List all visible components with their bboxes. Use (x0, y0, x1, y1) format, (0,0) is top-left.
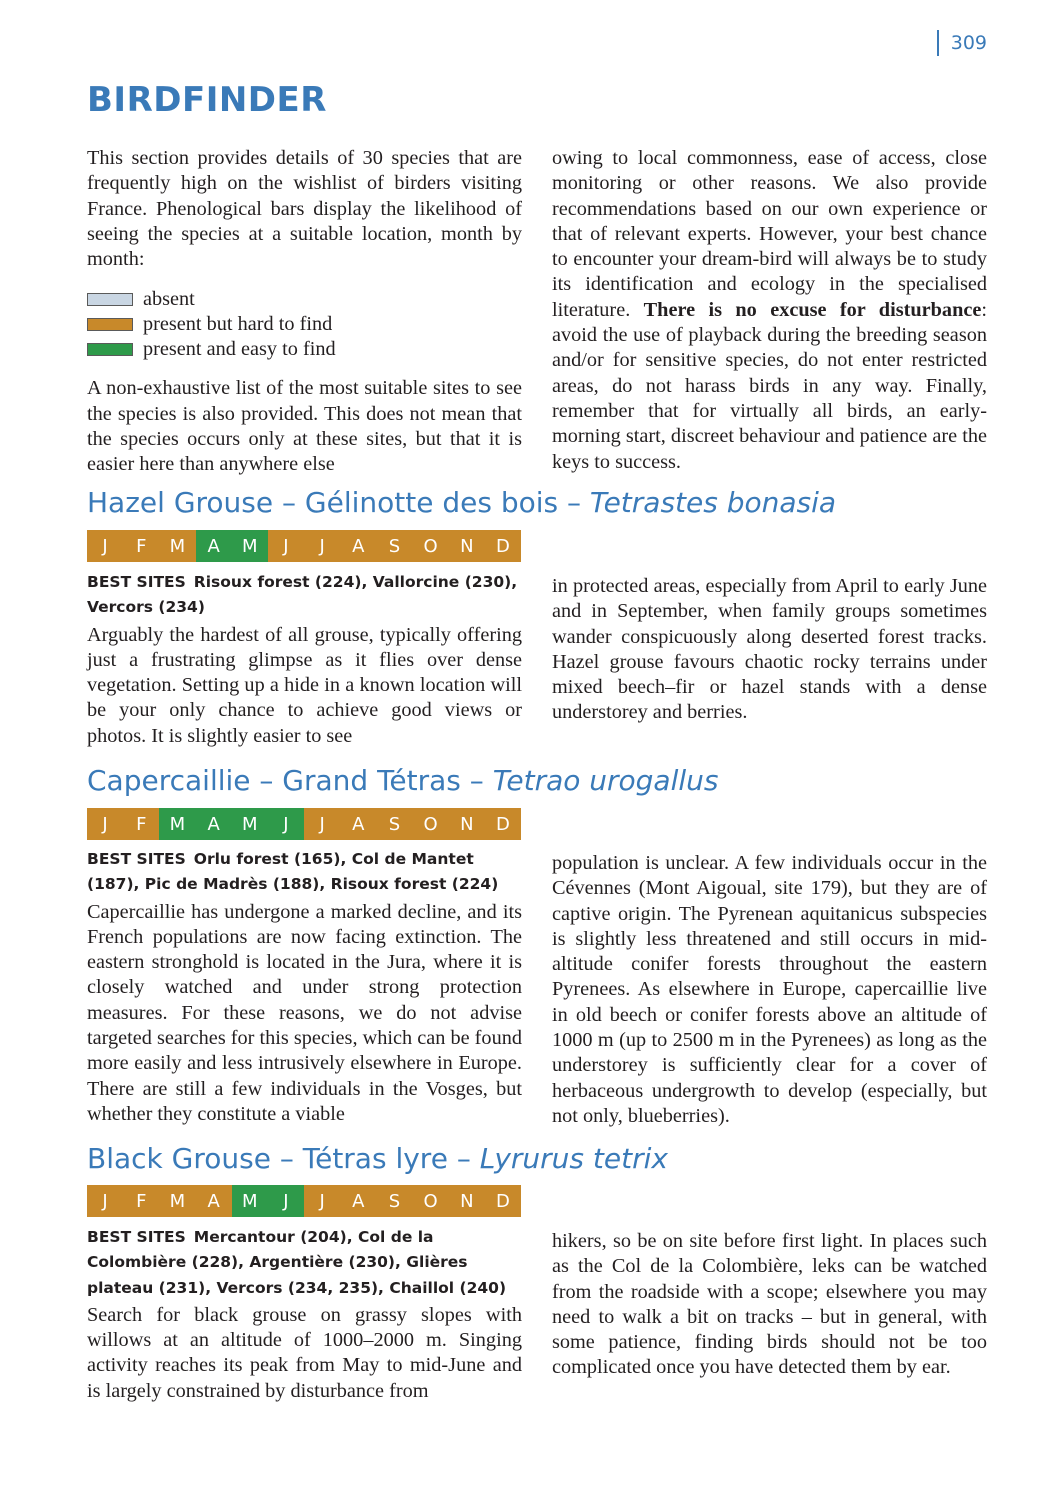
species-common-name: Capercaillie – Grand Tétras – (87, 764, 484, 797)
best-sites-list: Risoux forest (224), Vallorcine (230), Vercors (234) (87, 573, 518, 617)
month-cell: A (196, 530, 232, 562)
phenology-bar (87, 808, 521, 840)
month-cell: M (232, 1185, 268, 1217)
month-cell: S (376, 808, 412, 840)
best-sites (87, 1225, 522, 1301)
month-cell: M (232, 808, 268, 840)
species-right-column (552, 1225, 987, 1404)
month-cell: F (123, 530, 159, 562)
month-cell: S (376, 530, 412, 562)
best-sites-list: Mercantour (204), Col de la Colombière (228), Argentière (230), Glières plateau (231), Vercors (234, 235), Chaillol (240) (87, 1228, 507, 1297)
species-left-column (87, 847, 522, 1129)
species-scientific-name: Tetrastes bonasia (589, 486, 837, 519)
species-text: Arguably the hardest of all grouse, typically offering just a frustrating glimpse as it flies over dense vegetation. Setting up a hide in a known location will be your only chance to achieve good views or photos. It is slightly easier to see (87, 623, 522, 747)
legend-label: absent (143, 287, 195, 310)
advice-text: : avoid the use of playback during the breeding season and/or for sensitive species, do not enter restricted areas, do not harass birds in any way. Finally, remember that for virtually all birds, an early-morning start, discreet behaviour and patience are the keys to success. (552, 298, 987, 473)
month-cell: J (304, 1185, 340, 1217)
month-cell: J (268, 808, 304, 840)
species-common-name: Black Grouse – Tétras lyre – (87, 1142, 471, 1175)
species-section-black-grouse (87, 1225, 987, 1404)
intro-sites-paragraph: A non-exhaustive list of the most suitable sites to see the species is also provided. This does not mean that the species occurs only at these sites, but that it is easier here than anywhere else (87, 377, 522, 476)
month-cell: A (196, 808, 232, 840)
month-cell: J (304, 530, 340, 562)
species-title-hazel-grouse (87, 486, 836, 519)
month-cell: M (232, 530, 268, 562)
legend-swatch-absent (87, 293, 133, 306)
species-text: population is unclear. A few individuals occur in the Cévennes (Mont Aigoual, site 179), but they are of captive origin. The Pyrenean aquitanicus subspecies is slightly less threatened and still occurs in mid-altitude conifer forests throughout the eastern Pyrenees. As elsewhere in Europe, capercaillie live in old beech or conifer forests above an altitude of 1000 m (up to 2500 m in the Pyrenees) as long as the understorey is sufficiently clear for a cover of herbaceous undergrowth to develop (especially, but not only, blueberries). (552, 852, 987, 1127)
species-text: hikers, so be on site before first light. In places such as the Col de la Colombière, leks can be watched from the roadside with a scope; elsewhere you may need to walk a bit on tracks – but in general, with some patience, finding birds should not be too complicated once you have detected them by ear. (552, 1230, 987, 1379)
advice-text: owing to local commonness, ease of access, close monitoring or other reasons. We also provide recommendations based on our own experience or that of relevant experts. However, your best chance to encounter your dream-bird will always be to study its identification and ecology in the specialised literature. (552, 147, 987, 321)
month-cell: J (268, 1185, 304, 1217)
species-title-capercaillie (87, 764, 718, 797)
best-sites (87, 847, 522, 898)
page-title: BIRDFINDER (87, 80, 327, 120)
month-cell: N (449, 808, 485, 840)
species-left-column (87, 1225, 522, 1404)
intro-section (87, 146, 987, 478)
month-cell: O (413, 530, 449, 562)
best-sites-list: Orlu forest (165), Col de Mantet (187), Pic de Madrès (188), Risoux forest (224) (87, 850, 499, 894)
species-text: Search for black grouse on grassy slopes with willows at an altitude of 1000–2000 m. Singing activity reaches its peak from May to mid-June and is largely constrained by disturbance from (87, 1303, 522, 1402)
species-scientific-name: Lyrurus tetrix (479, 1142, 668, 1175)
month-cell: M (159, 1185, 195, 1217)
month-cell: M (159, 530, 195, 562)
intro-advice-paragraph (552, 146, 987, 475)
month-cell: M (159, 808, 195, 840)
species-right-column (552, 570, 987, 749)
month-cell: N (449, 530, 485, 562)
best-sites-label: BEST SITES (87, 850, 186, 868)
month-cell: J (87, 530, 123, 562)
month-cell: A (340, 1185, 376, 1217)
page-number: 309 (937, 30, 987, 56)
month-cell: O (413, 808, 449, 840)
legend-item-hard (87, 312, 522, 337)
phenology-bar (87, 1185, 521, 1217)
month-cell: O (413, 1185, 449, 1217)
month-cell: J (268, 530, 304, 562)
legend-item-easy (87, 337, 522, 362)
month-cell: F (123, 1185, 159, 1217)
best-sites (87, 570, 522, 621)
month-cell: J (87, 808, 123, 840)
species-right-column (552, 847, 987, 1129)
species-text: in protected areas, especially from April to early June and in September, when family groups sometimes wander conspicuously along deserted forest tracks. Hazel grouse favours chaotic rocky terrains under mixed beech–fir or hazel stands with a dense understorey and berries. (552, 575, 987, 724)
phenology-bar (87, 530, 521, 562)
phenology-legend (87, 286, 522, 362)
month-cell: A (196, 1185, 232, 1217)
legend-label: present but hard to find (143, 312, 333, 335)
month-cell: D (485, 808, 521, 840)
species-title-black-grouse (87, 1142, 668, 1175)
month-cell: D (485, 530, 521, 562)
month-cell: J (87, 1185, 123, 1217)
month-cell: N (449, 1185, 485, 1217)
month-cell: S (376, 1185, 412, 1217)
legend-label: present and easy to find (143, 338, 336, 361)
species-scientific-name: Tetrao urogallus (492, 764, 719, 797)
best-sites-label: BEST SITES (87, 1228, 186, 1246)
species-left-column (87, 570, 522, 749)
species-common-name: Hazel Grouse – Gélinotte des bois – (87, 486, 582, 519)
advice-bold-text: There is no excuse for disturbance (643, 298, 982, 321)
month-cell: J (304, 808, 340, 840)
species-section-hazel-grouse (87, 570, 987, 749)
intro-left-column (87, 146, 522, 478)
month-cell: A (340, 808, 376, 840)
best-sites-label: BEST SITES (87, 573, 186, 591)
month-cell: D (485, 1185, 521, 1217)
intro-right-column (552, 146, 987, 478)
legend-swatch-easy (87, 343, 133, 356)
species-text: Capercaillie has undergone a marked decline, and its French populations are now facing extinction. The eastern stronghold is located in the Jura, where it is closely watched and under strong protection measures. For these reasons, we do not advise targeted searches for this species, which can be found more easily and less intrusively elsewhere in Europe. There are still a few individuals in the Vosges, but whether they constitute a viable (87, 900, 522, 1125)
legend-item-absent (87, 286, 522, 311)
month-cell: F (123, 808, 159, 840)
month-cell: A (340, 530, 376, 562)
legend-swatch-hard (87, 318, 133, 331)
species-section-capercaillie (87, 847, 987, 1129)
intro-paragraph: This section provides details of 30 species that are frequently high on the wishlist of birders visiting France. Phenological bars display the likelihood of seeing the species at a suitable location, month by month: (87, 147, 522, 271)
